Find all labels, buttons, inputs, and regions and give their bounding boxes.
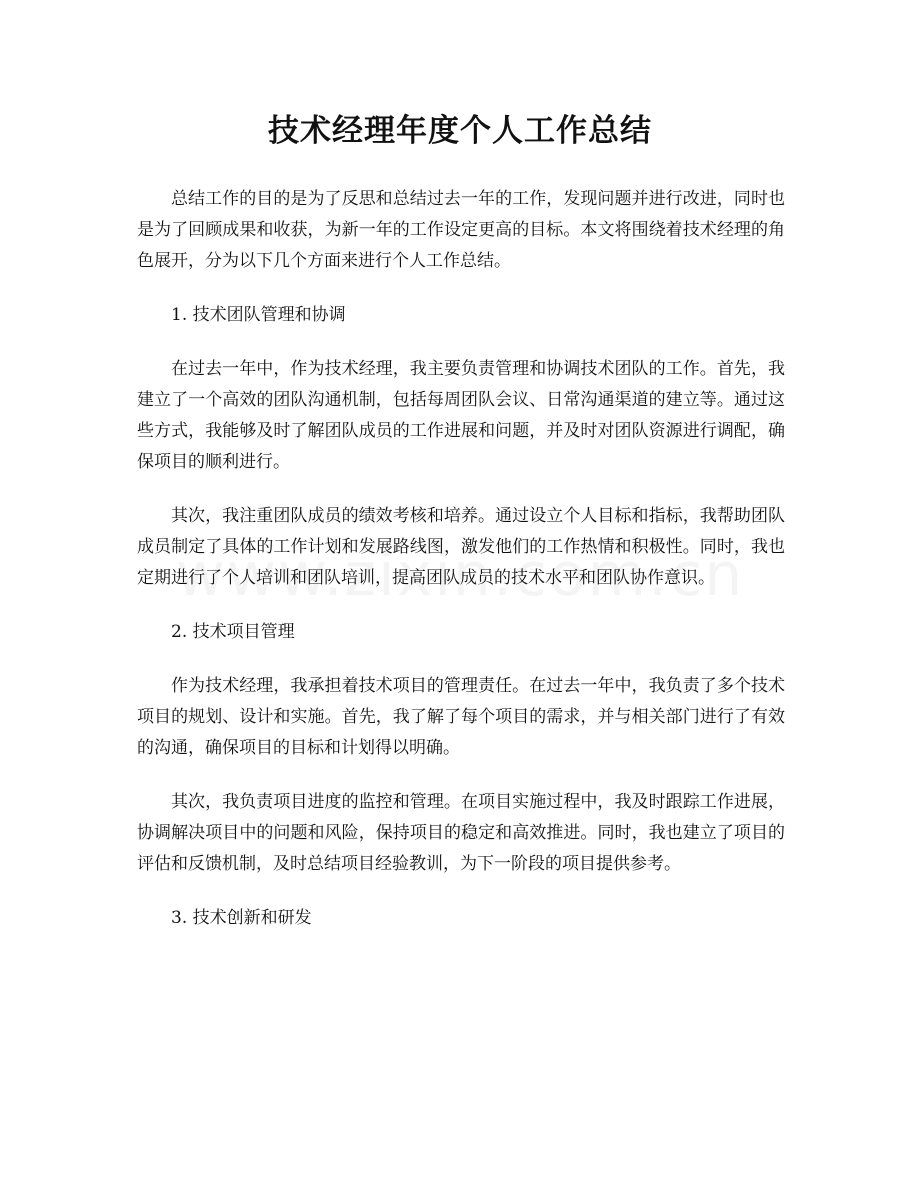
intro-paragraph: 总结工作的目的是为了反思和总结过去一年的工作，发现问题并进行改进，同时也是为了回顾成果和收获，为新一年的工作设定更高的目标。本文将围绕着技术经理的角色展开，分为以下几个方面来进行个人工作总结。 — [137, 189, 785, 271]
section-1-paragraph-1: 在过去一年中，作为技术经理，我主要负责管理和协调技术团队的工作。首先，我建立了一个高效的团队沟通机制，包括每周团队会议、日常沟通渠道的建立等。通过这些方式，我能够及时了解团队成员的工作进展和问题，并及时对团队资源进行调配，确保项目的顺利进行。 — [137, 359, 785, 472]
section-1-paragraph-2: 其次，我注重团队成员的绩效考核和培养。通过设立个人目标和指标，我帮助团队成员制定了具体的工作计划和发展路线图，激发他们的工作热情和积极性。同时，我也定期进行了个人培训和团队培训，提高团队成员的技术水平和团队协作意识。 — [137, 506, 785, 588]
section-1-heading: 1. 技术团队管理和协调 — [171, 305, 346, 325]
section-2-heading: 2. 技术项目管理 — [171, 622, 295, 642]
document-body — [137, 184, 785, 957]
section-2-paragraph-1: 作为技术经理，我承担着技术项目的管理责任。在过去一年中，我负责了多个技术项目的规划、设计和实施。首先，我了解了每个项目的需求，并与相关部门进行了有效的沟通，确保项目的目标和计划得以明确。 — [137, 676, 785, 758]
document-title: 技术经理年度个人工作总结 — [268, 113, 652, 149]
section-3-heading: 3. 技术创新和研发 — [171, 908, 312, 928]
section-2-paragraph-2: 其次，我负责项目进度的监控和管理。在项目实施过程中，我及时跟踪工作进展，协调解决项目中的问题和风险，保持项目的稳定和高效推进。同时，我也建立了项目的评估和反馈机制，及时总结项目经验教训，为下一阶段的项目提供参考。 — [137, 792, 785, 874]
